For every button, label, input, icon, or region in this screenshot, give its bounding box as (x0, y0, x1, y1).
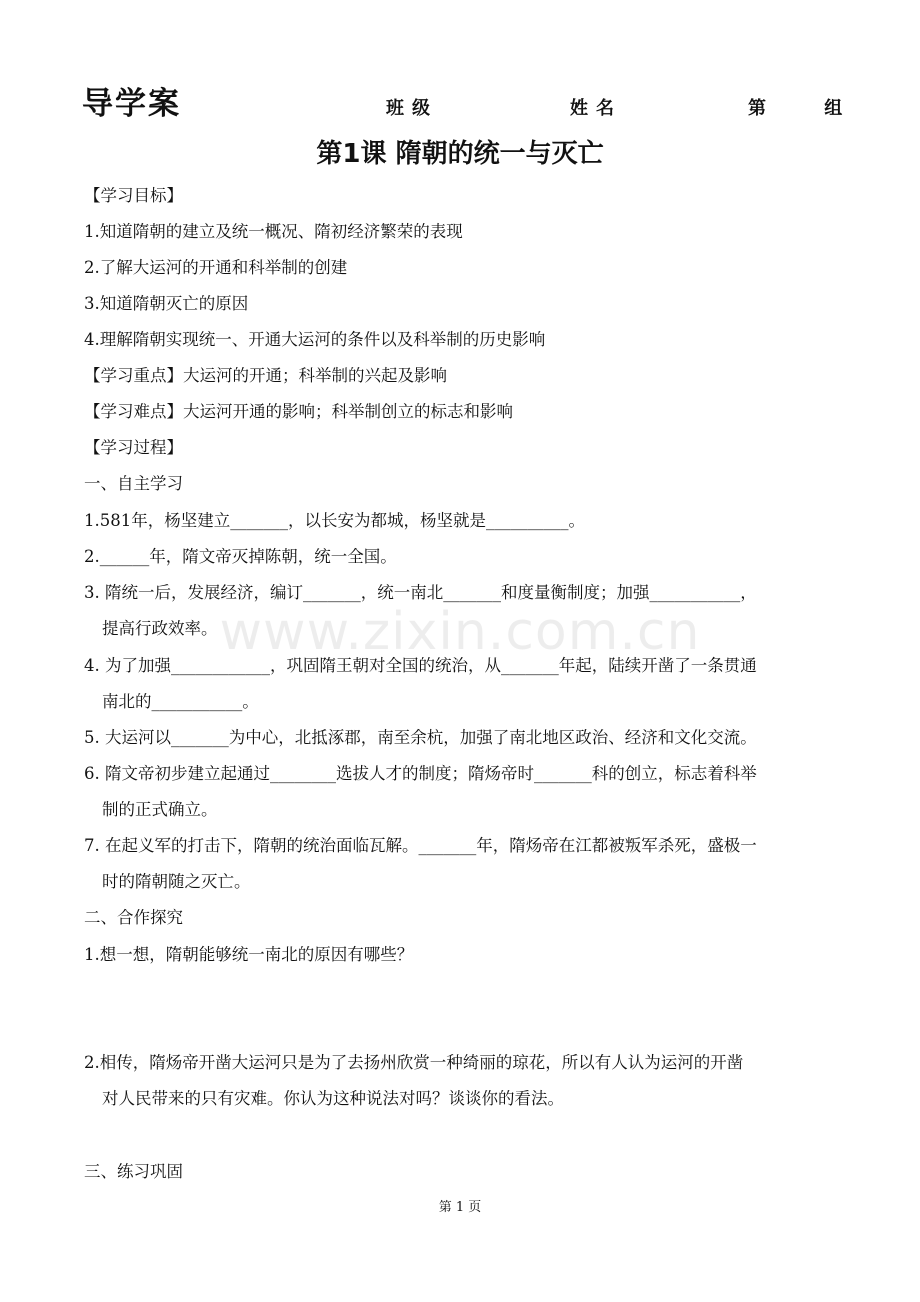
question-6-cont: 制的正式确立。 (102, 800, 218, 819)
practice-heading: 三、练习巩固 (84, 1162, 183, 1181)
question-7-cont: 时的隋朝随之灭亡。 (102, 872, 251, 891)
question-2: 2.______年，隋文帝灭掉陈朝，统一全国。 (84, 547, 397, 566)
question-3: 3. 隋统一后，发展经济，编订_______，统一南北_______和度量衡制度；加强___________， (84, 583, 757, 602)
objective-item: 4.理解隋朝实现统一、开通大运河的条件以及科举制的历史影响 (84, 330, 546, 349)
name-label: 姓名 (570, 98, 622, 119)
brand-title: 导学案 (82, 86, 181, 122)
process-heading: 【学习过程】 (84, 438, 183, 457)
group-label: 第 组 (748, 98, 851, 119)
question-6: 6. 隋文帝初步建立起通过________选拔人才的制度；隋炀帝时_______科的创立，标志着科举 (84, 764, 757, 783)
explore-question-1: 1.想一想，隋朝能够统一南北的原因有哪些？ (84, 945, 414, 964)
question-4: 4. 为了加强____________，巩固隋王朝对全国的统治，从_______年起，陆续开凿了一条贯通 (84, 656, 757, 675)
cooperation-heading: 二、合作探究 (84, 908, 183, 927)
difficult-points: 【学习难点】大运河开通的影响；科举制创立的标志和影响 (84, 402, 513, 421)
objective-item: 3.知道隋朝灭亡的原因 (84, 294, 249, 313)
question-1: 1.581年，杨坚建立_______，以长安为都城，杨坚就是__________。 (84, 511, 585, 530)
question-4-cont: 南北的___________。 (102, 692, 259, 711)
page-number: 第 1 页 (438, 1200, 482, 1215)
objective-item: 2.了解大运河的开通和科举制的创建 (84, 258, 348, 277)
key-points: 【学习重点】大运河的开通；科举制的兴起及影响 (84, 366, 447, 385)
watermark: www.zixin.com.cn (219, 602, 701, 662)
lesson-title: 第1课 隋朝的统一与灭亡 (316, 139, 604, 169)
question-3-cont: 提高行政效率。 (102, 619, 218, 638)
class-label: 班级 (386, 98, 438, 119)
objective-item: 1.知道隋朝的建立及统一概况、隋初经济繁荣的表现 (84, 222, 463, 241)
question-5: 5. 大运河以_______为中心，北抵涿郡，南至余杭，加强了南北地区政治、经济和文化交流。 (84, 728, 757, 747)
explore-question-2-cont: 对人民带来的只有灾难。你认为这种说法对吗？谈谈你的看法。 (102, 1089, 564, 1108)
objectives-heading: 【学习目标】 (84, 186, 183, 205)
question-7: 7. 在起义军的打击下，隋朝的统治面临瓦解。_______年，隋炀帝在江都被叛军杀死，盛极一 (84, 836, 757, 855)
explore-question-2: 2.相传，隋炀帝开凿大运河只是为了去扬州欣赏一种绮丽的琼花，所以有人认为运河的开凿 (84, 1053, 744, 1072)
self-study-heading: 一、自主学习 (84, 474, 183, 493)
